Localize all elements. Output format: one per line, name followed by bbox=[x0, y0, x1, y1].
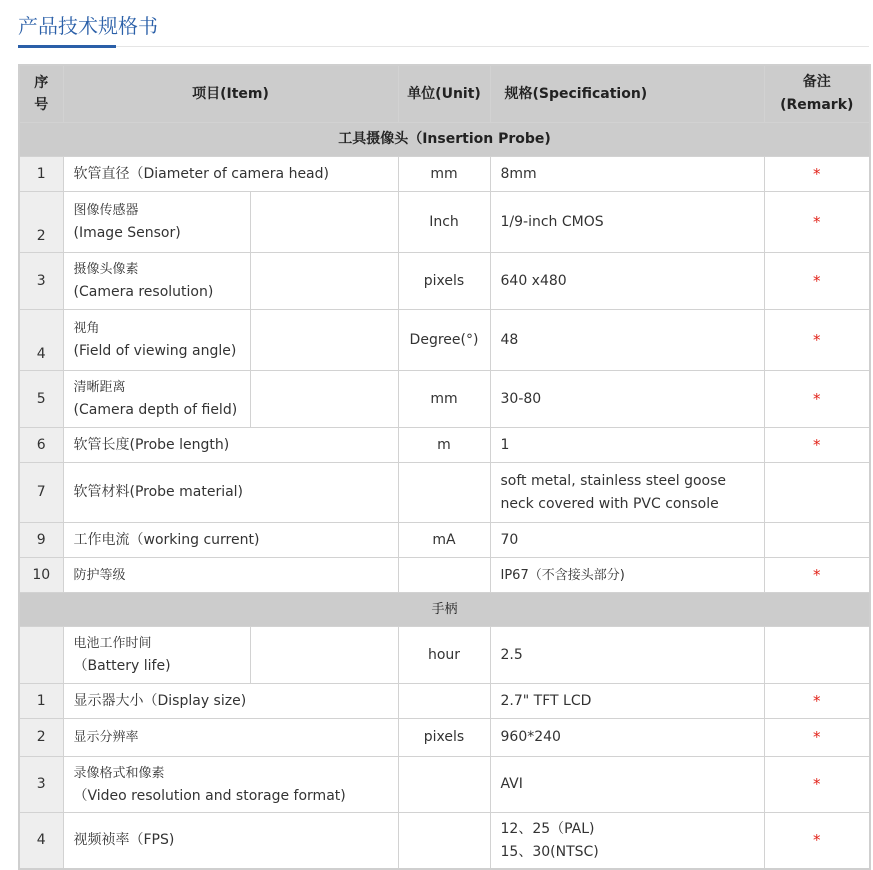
row-unit: Degree(°) bbox=[398, 310, 490, 371]
section-row-probe bbox=[19, 123, 870, 157]
row-item-en: (Camera depth of field) bbox=[73, 402, 238, 418]
row-unit: mm bbox=[398, 157, 490, 192]
row-spec-line2: neck covered with PVC console bbox=[500, 495, 719, 512]
page-title: 产品技术规格书 bbox=[18, 14, 158, 38]
row-spec: AVI bbox=[490, 757, 764, 813]
row-num bbox=[19, 192, 63, 253]
header-spec: 规格(Specification) bbox=[490, 65, 764, 123]
row-item-cn: 录像格式和像素 bbox=[73, 765, 165, 781]
section-title-handle: 手柄 bbox=[19, 593, 870, 627]
row-unit bbox=[398, 684, 490, 719]
row-num bbox=[19, 627, 63, 684]
row-unit: pixels bbox=[398, 719, 490, 757]
table-row bbox=[19, 813, 870, 870]
row-unit: mA bbox=[398, 523, 490, 558]
table-header-row bbox=[19, 65, 870, 123]
row-spec: 2.5 bbox=[490, 627, 764, 684]
row-item-blank bbox=[250, 192, 398, 253]
header-item: 项目(Item) bbox=[63, 65, 398, 123]
header-num-label: 序号 bbox=[34, 75, 49, 113]
row-item bbox=[63, 253, 250, 310]
table-row bbox=[19, 157, 870, 192]
row-remark: * bbox=[764, 157, 870, 192]
row-num: 2 bbox=[19, 719, 63, 757]
row-remark: * bbox=[764, 253, 870, 310]
row-item-blank bbox=[250, 371, 398, 428]
row-item: 显示分辨率 bbox=[63, 719, 398, 757]
table-row bbox=[19, 310, 870, 371]
row-unit: Inch bbox=[398, 192, 490, 253]
row-remark: * bbox=[764, 684, 870, 719]
row-item: 软管材料(Probe material) bbox=[63, 463, 398, 523]
row-spec: 960*240 bbox=[490, 719, 764, 757]
row-unit: m bbox=[398, 428, 490, 463]
row-spec bbox=[490, 463, 764, 523]
row-remark: * bbox=[764, 192, 870, 253]
row-unit: hour bbox=[398, 627, 490, 684]
row-remark bbox=[764, 523, 870, 558]
row-num: 3 bbox=[19, 757, 63, 813]
row-remark bbox=[764, 627, 870, 684]
row-spec bbox=[490, 813, 764, 870]
row-spec: 70 bbox=[490, 523, 764, 558]
row-remark: * bbox=[764, 428, 870, 463]
row-spec: 48 bbox=[490, 310, 764, 371]
header-num bbox=[19, 65, 63, 123]
row-spec: 2.7" TFT LCD bbox=[490, 684, 764, 719]
row-remark: * bbox=[764, 371, 870, 428]
row-num bbox=[19, 310, 63, 371]
row-item: 防护等级 bbox=[63, 558, 398, 593]
spec-table bbox=[18, 64, 871, 870]
page-header bbox=[18, 0, 869, 47]
row-spec: 640 x480 bbox=[490, 253, 764, 310]
row-num: 9 bbox=[19, 523, 63, 558]
row-item bbox=[63, 310, 250, 371]
row-item: 软管直径（Diameter of camera head) bbox=[63, 157, 398, 192]
row-item bbox=[63, 192, 250, 253]
row-item bbox=[63, 371, 250, 428]
row-num: 4 bbox=[19, 813, 63, 870]
row-spec-line2: 15、30(NTSC) bbox=[500, 843, 599, 860]
row-item-cn: 摄像头像素 bbox=[73, 262, 139, 277]
row-unit bbox=[398, 813, 490, 870]
row-num: 7 bbox=[19, 463, 63, 523]
section-row-handle bbox=[19, 593, 870, 627]
row-remark: * bbox=[764, 813, 870, 870]
table-row bbox=[19, 719, 870, 757]
row-num: 1 bbox=[19, 157, 63, 192]
row-item-blank bbox=[250, 253, 398, 310]
row-remark: * bbox=[764, 558, 870, 593]
row-item-cn: 图像传感器 bbox=[73, 203, 139, 218]
row-item-cn: 电池工作时间 bbox=[73, 636, 152, 651]
row-item: 显示器大小（Display size) bbox=[63, 684, 398, 719]
row-item-blank bbox=[250, 627, 398, 684]
table-row bbox=[19, 192, 870, 253]
row-num: 6 bbox=[19, 428, 63, 463]
header-remark-line2: (Remark) bbox=[780, 97, 854, 113]
table-row bbox=[19, 371, 870, 428]
table-row bbox=[19, 428, 870, 463]
row-item-cn: 视角 bbox=[73, 321, 100, 336]
row-item-en: (Image Sensor) bbox=[73, 225, 181, 241]
row-item: 软管长度(Probe length) bbox=[63, 428, 398, 463]
table-row bbox=[19, 627, 870, 684]
row-item-en: （Battery life) bbox=[73, 658, 171, 674]
header-remark bbox=[764, 65, 870, 123]
row-num: 1 bbox=[19, 684, 63, 719]
row-spec: IP67（不含接头部分) bbox=[490, 558, 764, 593]
row-remark: * bbox=[764, 719, 870, 757]
row-num: 3 bbox=[19, 253, 63, 310]
row-spec-line1: soft metal, stainless steel goose bbox=[500, 472, 727, 489]
row-spec: 1 bbox=[490, 428, 764, 463]
table-row bbox=[19, 757, 870, 813]
row-item bbox=[63, 627, 250, 684]
row-unit bbox=[398, 463, 490, 523]
row-unit: mm bbox=[398, 371, 490, 428]
row-spec: 8mm bbox=[490, 157, 764, 192]
row-remark bbox=[764, 463, 870, 523]
row-unit: pixels bbox=[398, 253, 490, 310]
row-item-blank bbox=[250, 310, 398, 371]
table-row bbox=[19, 523, 870, 558]
row-item-en: （Video resolution and storage format) bbox=[73, 787, 346, 804]
row-item-en: (Field of viewing angle) bbox=[73, 343, 237, 359]
table-row bbox=[19, 253, 870, 310]
row-spec: 1/9-inch CMOS bbox=[490, 192, 764, 253]
row-num-label: 4 bbox=[36, 346, 46, 362]
section-title-probe: 工具摄像头（Insertion Probe) bbox=[19, 123, 870, 157]
header-remark-line1: 备注 bbox=[802, 74, 831, 90]
table-row bbox=[19, 558, 870, 593]
table-row bbox=[19, 684, 870, 719]
row-num-label: 2 bbox=[36, 228, 46, 244]
row-num: 10 bbox=[19, 558, 63, 593]
row-item: 工作电流（working current) bbox=[63, 523, 398, 558]
row-remark: * bbox=[764, 310, 870, 371]
row-item-cn: 清晰距离 bbox=[73, 380, 126, 395]
row-spec-line1: 12、25（PAL) bbox=[500, 820, 595, 837]
row-unit bbox=[398, 558, 490, 593]
row-item bbox=[63, 757, 398, 813]
row-spec: 30-80 bbox=[490, 371, 764, 428]
row-remark: * bbox=[764, 757, 870, 813]
row-num: 5 bbox=[19, 371, 63, 428]
row-unit bbox=[398, 757, 490, 813]
table-row bbox=[19, 463, 870, 523]
title-underline bbox=[18, 45, 116, 48]
row-item-en: (Camera resolution) bbox=[73, 284, 214, 300]
row-item: 视频祯率（FPS) bbox=[63, 813, 398, 870]
header-unit: 单位(Unit) bbox=[398, 65, 490, 123]
